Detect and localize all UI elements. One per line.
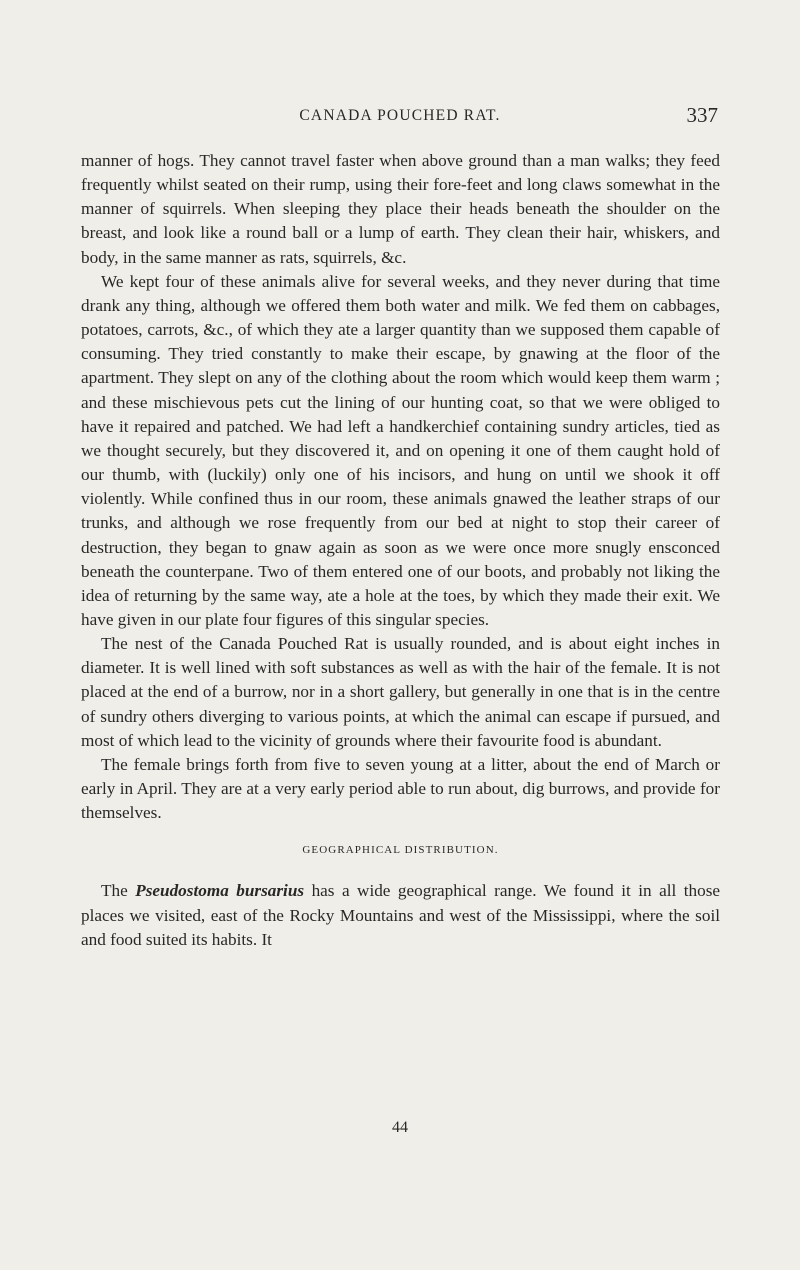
- distribution-lead: The: [101, 881, 128, 901]
- signature-mark: 44: [392, 1119, 408, 1136]
- paragraph-distribution: [81, 879, 720, 951]
- paragraph-nest: The nest of the Canada Pouched Rat is usually rounded, and is about eight inches in diameter. It is well lined with soft substances as well as with the hair of the female. It is not placed at the end of a burrow, nor in a short gallery, but generally in one that is in the centre of sundry others diverging to various points, at which the animal can escape if pursued, and most of which lead to the vicinity of grounds where their favourite food is abundant.: [81, 634, 720, 750]
- paragraph-young: The female brings forth from five to seven young at a litter, about the end of March or early in April. They are at a very early period able to run about, dig burrows, and provide for themselves.: [81, 754, 720, 823]
- running-title: CANADA POUCHED RAT.: [299, 107, 501, 124]
- paragraph-habits: manner of hogs. They cannot travel faster when above ground than a man walks; they feed frequently whilst seated on their rump, using their fore-feet and long claws somewhat in the manner of squirrels. When sleeping they place their heads beneath the shoulder on the breast, and look like a round ball or a lump of earth. They clean their hair, whiskers, and body, in the same manner as rats, squirrels, &c.: [81, 151, 720, 267]
- running-head: [80, 103, 720, 133]
- page-number: 337: [686, 103, 718, 127]
- section-heading: GEOGRAPHICAL DISTRIBUTION.: [302, 844, 499, 857]
- distribution-text: has a wide geographical range. We found it in all those places we visited, east of the Rocky Mountains and west of the Mississippi, where the soil and food suited its habits. It: [81, 881, 721, 949]
- body-text: [81, 149, 720, 952]
- species-name: Pseudostoma bursarius: [135, 881, 305, 901]
- paragraph-captivity: We kept four of these animals alive for several weeks, and they never during that time drank any thing, although we offered them both water and milk. We fed them on cabbages, potatoes, carrots, &c., of which they ate a larger quantity than we supposed them capable of consuming. They tried constantly to make their escape, by gnawing at the floor of the apartment. They slept on any of the clothing about the room which would keep them warm ; and these mischievous pets cut the lining of our hunting coat, so that we were obliged to have it repaired and patched. We had left a handkerchief containing sundry articles, tied as we thought securely, but they discovered it, and on opening it one of them caught hold of our thumb, with (luckily) only one of his incisors, and hung on until we shook it off violently. While confined thus in our room, these animals gnawed the leather straps of our trunks, and although we rose frequently from our bed at night to stop their career of destruction, they began to gnaw again as soon as we were once more snugly ensconced beneath the counterpane. Two of them entered one of our boots, and probably not liking the idea of returning by the same way, ate a hole at the toes, by which they made their exit. We have given in our plate four figures of this singular species.: [81, 271, 720, 629]
